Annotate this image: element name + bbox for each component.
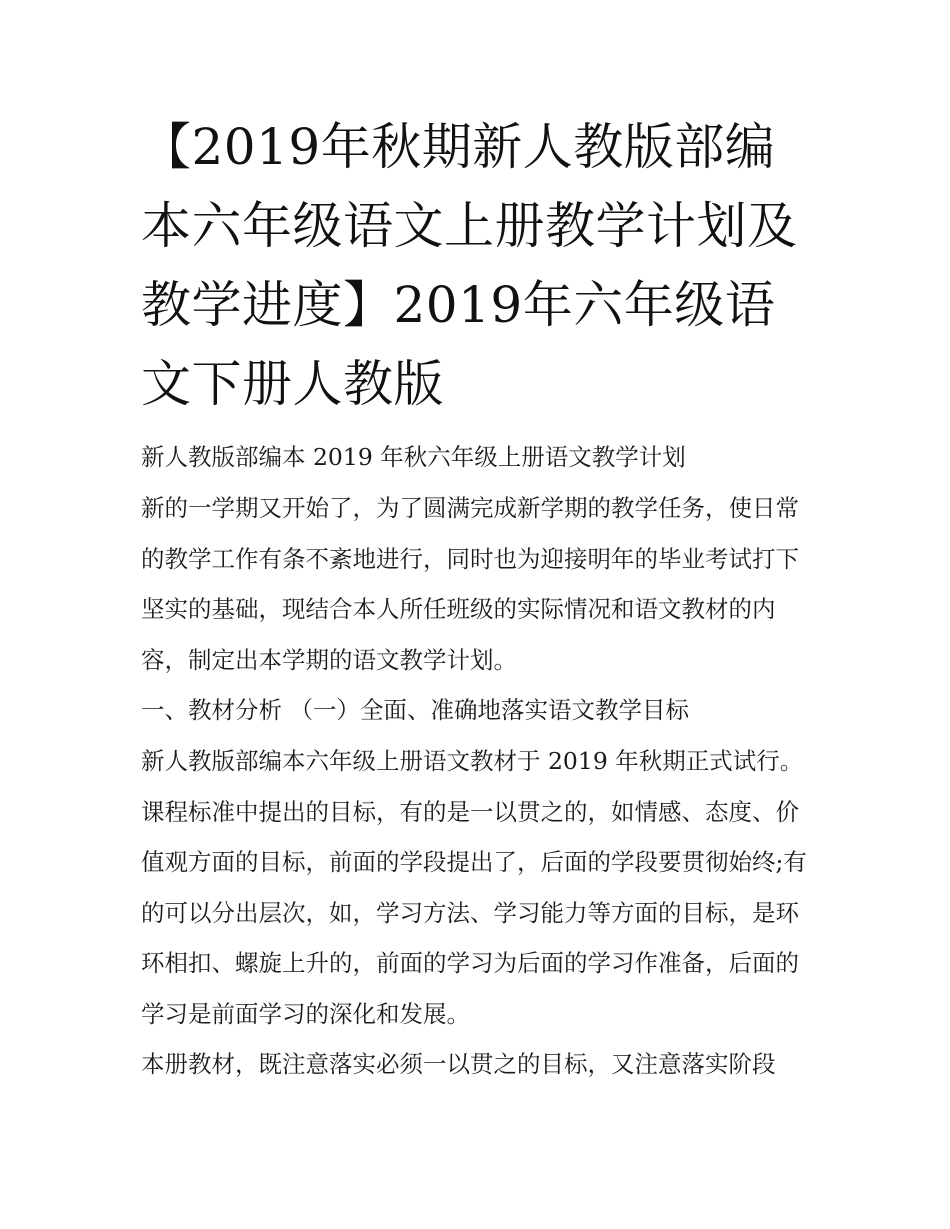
document-title: 【2019年秋期新人教版部编本六年级语文上册教学计划及教学进度】2019年六年级语文下册人教版 [141,118,798,413]
goals-paragraph: 新人教版部编本六年级上册语文教材于 2019 年秋期正式试行。课程标准中提出的目标，有的是一以贯之的，如情感、态度、价值观方面的目标，前面的学段提出了，后面的学段要贯彻始终;有的可以分出层次，如，学习方法、学习能力等方面的目标，是环环相扣、螺旋上升的，前面的学习为后面的学习作准备，后面的学习是前面学习的深化和发展。 [141,747,807,1028]
intro-paragraph: 新的一学期又开始了，为了圆满完成新学期的教学任务，使日常的教学工作有条不紊地进行，同时也为迎接明年的毕业考试打下坚实的基础，现结合本人所任班级的实际情况和语文教材的内容，制定出本学期的语文教学计划。 [141,494,799,674]
plan-subtitle: 新人教版部编本 2019 年秋六年级上册语文教学计划 [141,443,686,471]
section-heading: 一、教材分析 （一）全面、准确地落实语文教学目标 [141,696,689,724]
textbook-paragraph: 本册教材，既注意落实必须一以贯之的目标，又注意落实阶段 [141,1050,776,1078]
